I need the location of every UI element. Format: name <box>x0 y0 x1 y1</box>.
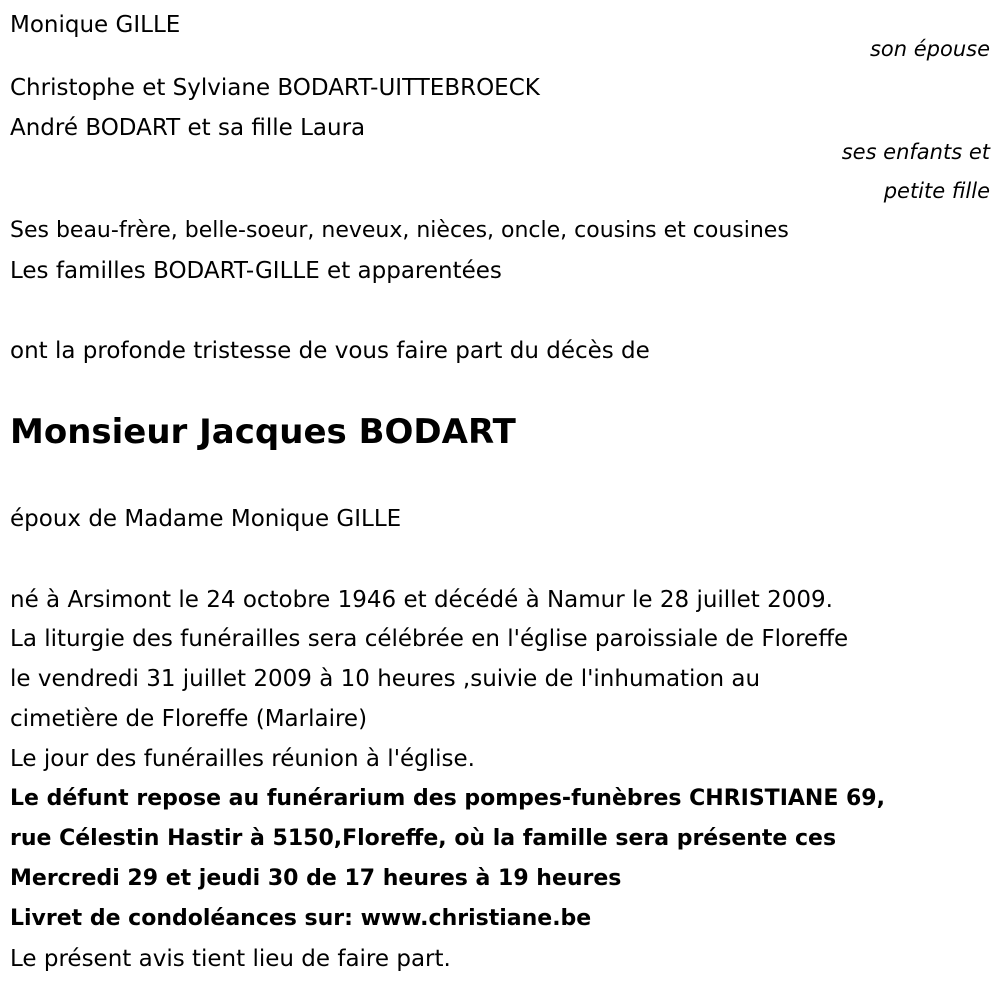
children-role-line-2: petite fille <box>883 179 990 203</box>
condolence-book-line: Livret de condoléances sur: www.christiane.be <box>10 906 592 931</box>
details-line-4: cimetière de Floreffe (Marlaire) <box>10 706 368 732</box>
details-line-2: La liturgie des funérailles sera célébrée en l'église paroissiale de Floreffe <box>10 626 849 652</box>
child-line-2: André BODART et sa fille Laura <box>10 115 366 141</box>
visitation-line-3: Mercredi 29 et jeudi 30 de 17 heures à 19 heures <box>10 866 622 891</box>
extended-family-line-1: Ses beau-frère, belle-soeur, neveux, nièces, oncle, cousins et cousines <box>10 218 789 243</box>
visitation-line-2: rue Célestin Hastir à 5150,Floreffe, où la famille sera présente ces <box>10 826 837 851</box>
deceased-spouse-of: époux de Madame Monique GILLE <box>10 506 402 532</box>
children-role-line-1: ses enfants et <box>841 140 990 164</box>
visitation-line-1: Le défunt repose au funérarium des pompes-funèbres CHRISTIANE 69, <box>10 786 885 811</box>
closing-line: Le présent avis tient lieu de faire part. <box>10 946 451 972</box>
details-line-3: le vendredi 31 juillet 2009 à 10 heures ,suivie de l'inhumation au <box>10 666 761 692</box>
announcement-text: ont la profonde tristesse de vous faire part du décès de <box>10 338 650 364</box>
deceased-name: Monsieur Jacques BODART <box>10 412 516 452</box>
spouse-name: Monique GILLE <box>10 12 181 38</box>
details-line-1: né à Arsimont le 24 octobre 1946 et décédé à Namur le 28 juillet 2009. <box>10 587 833 613</box>
spouse-role: son épouse <box>869 37 990 61</box>
child-line-1: Christophe et Sylviane BODART-UITTEBROECK <box>10 75 540 101</box>
details-line-5: Le jour des funérailles réunion à l'église. <box>10 746 475 772</box>
extended-family-line-2: Les familles BODART-GILLE et apparentées <box>10 258 502 284</box>
